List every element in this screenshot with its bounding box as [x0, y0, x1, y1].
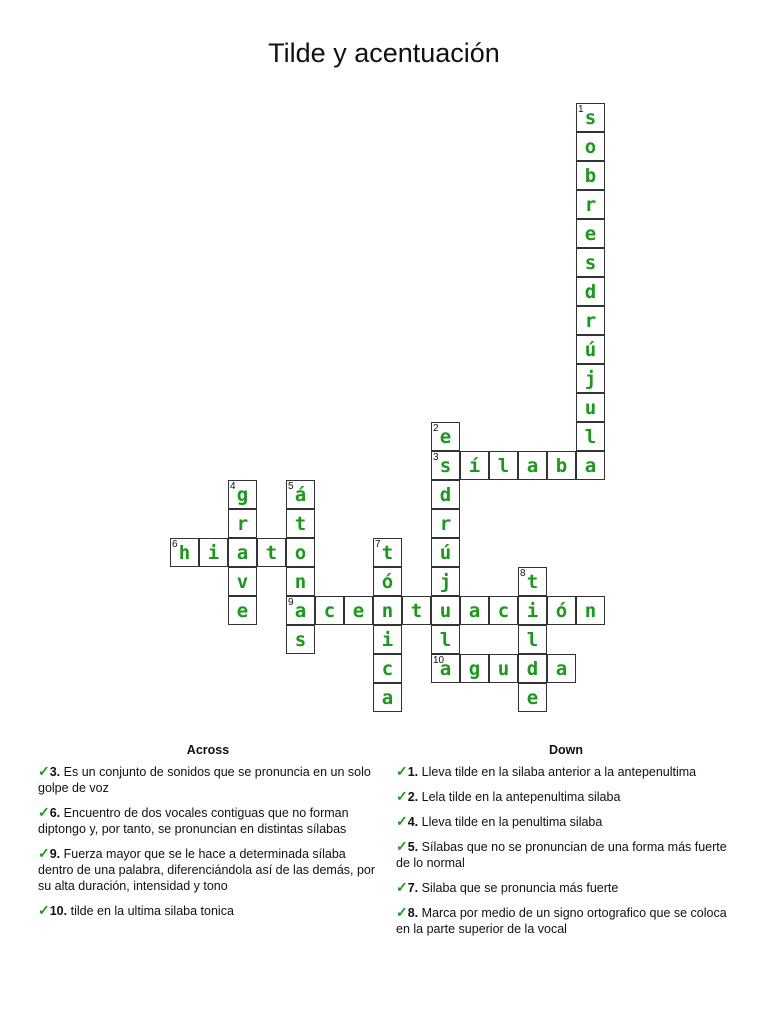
cell-letter: o: [294, 542, 307, 564]
grid-cell[interactable]: [576, 306, 605, 335]
cell-letter: s: [584, 107, 597, 129]
clue-number: 5.: [407, 840, 419, 854]
clue-number: 10.: [49, 904, 68, 918]
cell-letter: a: [294, 600, 307, 622]
down-clues: [396, 742, 736, 945]
cell-letter: r: [584, 194, 597, 216]
grid-cell[interactable]: [373, 596, 402, 625]
grid-cell[interactable]: [228, 567, 257, 596]
grid-cell[interactable]: [518, 625, 547, 654]
cell-letter: a: [526, 455, 539, 477]
grid-cell[interactable]: [460, 654, 489, 683]
clue-text: Sílabas que no se pronuncian de una forma más fuerte de lo normal: [396, 840, 727, 870]
cell-letter: n: [294, 571, 307, 593]
check-icon: ✓: [38, 763, 50, 779]
cell-letter: s: [439, 455, 452, 477]
cell-letter: e: [439, 426, 452, 448]
check-icon: ✓: [396, 763, 408, 779]
cell-letter: ó: [381, 571, 394, 593]
grid-cell[interactable]: [518, 683, 547, 712]
grid-cell[interactable]: [373, 654, 402, 683]
grid-cell[interactable]: [489, 451, 518, 480]
cell-letter: s: [294, 629, 307, 651]
grid-cell[interactable]: [344, 596, 373, 625]
cell-letter: ó: [555, 600, 568, 622]
cell-letter: e: [236, 600, 249, 622]
grid-cell[interactable]: [518, 567, 547, 596]
grid-cell[interactable]: [576, 248, 605, 277]
grid-cell[interactable]: [431, 480, 460, 509]
check-icon: ✓: [396, 838, 408, 854]
grid-cell[interactable]: [228, 480, 257, 509]
grid-cell[interactable]: [431, 538, 460, 567]
clue-down-7: [396, 879, 736, 896]
grid-cell[interactable]: [576, 190, 605, 219]
cell-number: 2: [433, 423, 439, 434]
cell-letter: i: [207, 542, 220, 564]
grid-cell[interactable]: [402, 596, 431, 625]
grid-cell[interactable]: [576, 596, 605, 625]
grid-cell[interactable]: [547, 596, 576, 625]
check-icon: ✓: [396, 813, 408, 829]
clue-number: 4.: [407, 815, 419, 829]
cell-number: 3: [433, 452, 439, 463]
grid-cell[interactable]: [228, 538, 257, 567]
grid-cell[interactable]: [576, 161, 605, 190]
clue-text: Lela tilde en la antepenultima silaba: [421, 790, 621, 804]
grid-cell[interactable]: [228, 596, 257, 625]
cell-letter: j: [584, 368, 597, 390]
cell-letter: d: [584, 281, 597, 303]
cell-letter: a: [236, 542, 249, 564]
cell-letter: s: [584, 252, 597, 274]
cell-letter: g: [468, 658, 481, 680]
grid-cell[interactable]: [373, 683, 402, 712]
grid-cell[interactable]: [547, 451, 576, 480]
grid-cell[interactable]: [170, 538, 199, 567]
clue-down-1: [396, 763, 736, 780]
grid-cell[interactable]: [518, 654, 547, 683]
grid-cell[interactable]: [286, 596, 315, 625]
cell-letter: d: [439, 484, 452, 506]
check-icon: ✓: [38, 804, 50, 820]
cell-letter: a: [584, 455, 597, 477]
grid-cell[interactable]: [576, 132, 605, 161]
grid-cell[interactable]: [431, 509, 460, 538]
grid-cell[interactable]: [576, 335, 605, 364]
clue-text: Lleva tilde en la silaba anterior a la antepenultima: [421, 765, 697, 779]
cell-letter: t: [294, 513, 307, 535]
grid-cell[interactable]: [286, 567, 315, 596]
grid-cell[interactable]: [431, 567, 460, 596]
grid-cell[interactable]: [431, 596, 460, 625]
cell-letter: t: [410, 600, 423, 622]
grid-cell[interactable]: [489, 596, 518, 625]
clue-down-8: [396, 904, 736, 937]
cell-letter: a: [381, 687, 394, 709]
clue-number: 3.: [49, 765, 61, 779]
cell-letter: c: [323, 600, 336, 622]
clue-text: Lleva tilde en la penultima silaba: [421, 815, 603, 829]
clue-text: Es un conjunto de sonidos que se pronuncia en un solo golpe de voz: [38, 765, 371, 795]
clue-number: 9.: [49, 847, 61, 861]
clue-text: Silaba que se pronuncia más fuerte: [421, 881, 619, 895]
across-heading: Across: [186, 743, 230, 757]
cell-number: 9: [288, 597, 294, 608]
clue-across-9: [38, 845, 378, 894]
cell-letter: t: [265, 542, 278, 564]
grid-cell[interactable]: [431, 422, 460, 451]
cell-letter: h: [178, 542, 191, 564]
cell-letter: g: [236, 484, 249, 506]
cell-number: 6: [172, 539, 178, 550]
cell-letter: j: [439, 571, 452, 593]
cell-letter: b: [555, 455, 568, 477]
cell-letter: o: [584, 136, 597, 158]
cell-letter: u: [584, 397, 597, 419]
grid-cell[interactable]: [315, 596, 344, 625]
cell-letter: v: [236, 571, 249, 593]
grid-cell[interactable]: [576, 364, 605, 393]
cell-letter: a: [468, 600, 481, 622]
cell-letter: l: [497, 455, 510, 477]
clue-across-6: [38, 804, 378, 837]
clue-down-5: [396, 838, 736, 871]
grid-cell[interactable]: [286, 625, 315, 654]
cell-letter: n: [381, 600, 394, 622]
cell-letter: c: [381, 658, 394, 680]
down-heading: Down: [548, 743, 584, 757]
clue-text: Encuentro de dos vocales contiguas que no forman diptongo y, por tanto, se pronuncian en distintas sílabas: [38, 806, 349, 836]
cell-letter: r: [236, 513, 249, 535]
across-clues: [38, 742, 378, 927]
clue-number: 2.: [407, 790, 419, 804]
grid-cell[interactable]: [228, 509, 257, 538]
grid-cell[interactable]: [199, 538, 228, 567]
grid-cell[interactable]: [257, 538, 286, 567]
clue-number: 6.: [49, 806, 61, 820]
clue-text: Marca por medio de un signo ortografico que se coloca en la parte superior de la vocal: [396, 906, 727, 936]
grid-cell[interactable]: [431, 451, 460, 480]
grid-cell[interactable]: [286, 538, 315, 567]
cell-number: 8: [520, 568, 526, 579]
cell-letter: d: [526, 658, 539, 680]
grid-cell[interactable]: [576, 422, 605, 451]
grid-cell[interactable]: [576, 103, 605, 132]
grid-cell[interactable]: [576, 219, 605, 248]
cell-letter: e: [526, 687, 539, 709]
check-icon: ✓: [38, 902, 50, 918]
cell-letter: u: [439, 600, 452, 622]
cell-letter: l: [439, 629, 452, 651]
cell-number: 1: [578, 104, 584, 115]
cell-letter: i: [381, 629, 394, 651]
check-icon: ✓: [396, 904, 408, 920]
clue-number: 7.: [407, 881, 419, 895]
grid-cell[interactable]: [576, 393, 605, 422]
clue-text: Fuerza mayor que se le hace a determinada sílaba dentro de una palabra, diferenciándola así de las demás, por su alta duración, intensidad y tono: [38, 847, 376, 893]
cell-letter: a: [555, 658, 568, 680]
cell-letter: e: [352, 600, 365, 622]
cell-letter: á: [294, 484, 307, 506]
grid-cell[interactable]: [431, 654, 460, 683]
grid-cell[interactable]: [576, 451, 605, 480]
grid-cell[interactable]: [576, 277, 605, 306]
clue-number: 8.: [407, 906, 419, 920]
grid-cell[interactable]: [460, 596, 489, 625]
page-title: Tilde y acentuación: [268, 38, 500, 68]
cell-letter: c: [497, 600, 510, 622]
grid-cell[interactable]: [518, 596, 547, 625]
cell-letter: ú: [584, 339, 597, 361]
check-icon: ✓: [396, 788, 408, 804]
cell-letter: e: [584, 223, 597, 245]
cell-letter: l: [584, 426, 597, 448]
clue-down-4: [396, 813, 736, 830]
grid-cell[interactable]: [286, 480, 315, 509]
cell-number: 5: [288, 481, 294, 492]
grid-cell[interactable]: [547, 654, 576, 683]
grid-cell[interactable]: [373, 625, 402, 654]
cell-letter: i: [526, 600, 539, 622]
grid-cell[interactable]: [489, 654, 518, 683]
cell-letter: l: [526, 629, 539, 651]
grid-cell[interactable]: [373, 538, 402, 567]
cell-letter: t: [381, 542, 394, 564]
cell-letter: r: [439, 513, 452, 535]
grid-cell[interactable]: [460, 451, 489, 480]
check-icon: ✓: [396, 879, 408, 895]
cell-letter: t: [526, 571, 539, 593]
clue-across-3: [38, 763, 378, 796]
cell-letter: b: [584, 165, 597, 187]
grid-cell[interactable]: [431, 625, 460, 654]
cell-letter: í: [468, 455, 481, 477]
cell-number: 10: [433, 655, 445, 666]
cell-number: 7: [375, 539, 381, 550]
clue-text: tilde en la ultima silaba tonica: [70, 904, 234, 918]
cell-letter: n: [584, 600, 597, 622]
check-icon: ✓: [38, 845, 50, 861]
clue-number: 1.: [407, 765, 419, 779]
cell-letter: u: [497, 658, 510, 680]
cell-letter: r: [584, 310, 597, 332]
grid-cell[interactable]: [373, 567, 402, 596]
grid-cell[interactable]: [518, 451, 547, 480]
cell-number: 4: [230, 481, 236, 492]
clue-across-10: [38, 902, 378, 919]
cell-letter: ú: [439, 542, 452, 564]
cell-letter: a: [439, 658, 452, 680]
grid-cell[interactable]: [286, 509, 315, 538]
clue-down-2: [396, 788, 736, 805]
